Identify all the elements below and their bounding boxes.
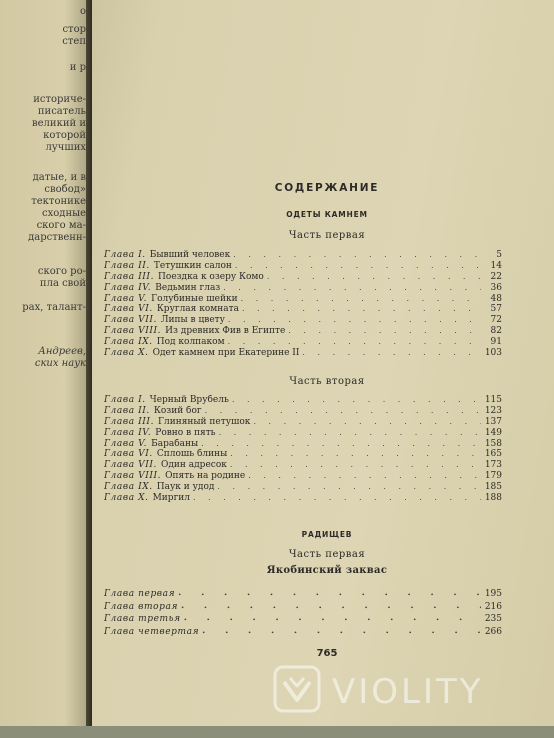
chapter-label: Глава III. [104, 416, 155, 427]
dot-leader [205, 406, 481, 417]
toc-entry [104, 406, 502, 417]
chapter-label: Глава I. [104, 250, 146, 260]
dot-leader [219, 428, 481, 439]
chapter-label: Глава первая [104, 589, 176, 599]
dot-leader [232, 395, 481, 406]
dot-leader [228, 337, 481, 348]
left-page-text-fragment: историче- [33, 94, 86, 105]
toc-entry [104, 250, 502, 261]
dot-leader [201, 439, 481, 450]
dot-leader [267, 272, 481, 283]
left-page [0, 0, 92, 738]
dot-leader [302, 348, 481, 359]
left-page-text-fragment: ского ро- [37, 266, 86, 277]
dot-leader [184, 612, 481, 625]
left-page-text-fragment: дарственн- [28, 232, 86, 243]
chapter-title: Барабаны [151, 438, 199, 449]
toc-entry [104, 261, 502, 272]
toc-entry [104, 612, 502, 625]
left-page-text-fragment: Андреев, [38, 346, 86, 357]
chapter-page-number: 14 [490, 260, 502, 271]
chapter-page-number: 103 [484, 348, 502, 359]
chapter-title: Ровно в пять [155, 427, 216, 438]
toc-entry [104, 600, 502, 613]
left-page-text-fragment: сходные [42, 208, 86, 219]
chapter-list-part1 [104, 250, 502, 359]
chapter-label: Глава III. [104, 271, 155, 282]
toc-entry [104, 471, 502, 482]
chapter-label: Глава VI. [104, 449, 153, 460]
chapter-title: Голубиные шейки [151, 293, 238, 304]
chapter-page-number: 82 [490, 326, 502, 337]
chapter-page-number: 179 [484, 471, 502, 482]
chapter-label: Глава II. [104, 260, 150, 271]
chapter-title: Один адресок [161, 460, 227, 471]
chapter-page-number: 137 [484, 416, 502, 427]
left-page-text-fragment: тектонике [31, 196, 86, 207]
chapter-title: Поездка к озеру Комо [158, 271, 264, 282]
chapter-title: Из древних Фив в Египте [165, 326, 286, 337]
chapter-label: Глава X. [104, 493, 149, 504]
chapter-label: Глава VIII. [104, 326, 162, 337]
chapter-title: Круглая комната [156, 304, 239, 315]
chapter-label: Глава II. [104, 405, 150, 416]
toc-entry [104, 439, 502, 450]
violity-logo-icon [272, 664, 322, 714]
chapter-page-number: 48 [490, 293, 502, 304]
chapter-page-number: 165 [484, 449, 502, 460]
left-page-text-fragment: ских наук [34, 358, 86, 369]
chapter-label: Глава VIII. [104, 471, 162, 482]
dot-leader [288, 326, 481, 337]
chapter-label: Глава IX. [104, 337, 153, 348]
chapter-title: Паук и удод [156, 482, 215, 493]
left-page-text-fragment: о [79, 6, 86, 17]
toc-title: СОДЕРЖАНИЕ [274, 182, 380, 194]
chapter-title: Миргил [152, 493, 190, 504]
chapter-list-part2 [104, 395, 502, 504]
chapter-page-number: 173 [484, 460, 502, 471]
dot-leader [223, 283, 481, 294]
chapter-list-part3 [104, 587, 502, 637]
watermark-text: VIOLITY [332, 672, 484, 712]
table-surface [0, 726, 554, 738]
chapter-page-number: 195 [484, 589, 502, 599]
chapter-title: Одет камнем при Екатерине II [152, 348, 300, 359]
dot-leader [233, 250, 481, 261]
left-page-text-fragment: пла свой [39, 278, 86, 289]
left-page-text-fragment: датые, и в [32, 172, 86, 183]
chapter-page-number: 158 [484, 438, 502, 449]
page-number: 765 [316, 648, 338, 659]
chapter-page-number: 188 [484, 493, 502, 504]
dot-leader [253, 417, 481, 428]
table-of-contents [92, 0, 554, 738]
toc-entry [104, 348, 502, 359]
left-page-text-fragment: лучших [45, 142, 86, 153]
chapter-title: Тетушкин салон [153, 260, 232, 271]
chapter-page-number: 123 [484, 405, 502, 416]
chapter-title: Глиняный петушок [158, 416, 251, 427]
chapter-label: Глава вторая [104, 601, 178, 612]
dot-leader [230, 449, 481, 460]
left-page-text-fragment: которой [43, 130, 86, 141]
dot-leader [241, 294, 481, 305]
chapter-page-number: 115 [484, 395, 502, 405]
chapter-label: Глава VII. [104, 315, 157, 326]
left-page-text-fragment: рах, талант- [22, 302, 86, 313]
right-page [92, 0, 554, 738]
chapter-title: Опять на родине [165, 471, 246, 482]
chapter-label: Глава X. [104, 348, 149, 359]
dot-leader [230, 460, 481, 471]
dot-leader [228, 315, 481, 326]
chapter-page-number: 36 [490, 282, 502, 293]
part-heading-2: Часть вторая [289, 376, 365, 387]
chapter-page-number: 235 [484, 614, 502, 624]
dot-leader [178, 587, 481, 600]
chapter-page-number: 22 [490, 271, 502, 282]
chapter-label: Глава VII. [104, 460, 157, 471]
toc-entry [104, 460, 502, 471]
watermark [272, 664, 542, 724]
chapter-page-number: 149 [484, 427, 502, 438]
part-heading-3: Часть первая [288, 549, 366, 560]
chapter-title: Под колпаком [156, 337, 225, 348]
dot-leader [235, 261, 481, 272]
dot-leader [181, 600, 481, 613]
chapter-label: Глава третья [104, 614, 181, 624]
toc-entry [104, 304, 502, 315]
chapter-page-number: 266 [484, 626, 502, 637]
dot-leader [242, 304, 481, 315]
chapter-title: Липы в цвету [161, 315, 225, 326]
chapter-label: Глава V. [104, 293, 148, 304]
toc-entry [104, 272, 502, 283]
left-page-text-fragment: степ [62, 36, 86, 47]
left-page-text-fragment: ского ма- [36, 220, 86, 231]
chapter-page-number: 5 [496, 250, 502, 260]
chapter-page-number: 185 [484, 482, 502, 493]
chapter-label: Глава IX. [104, 482, 153, 493]
chapter-page-number: 91 [490, 337, 502, 348]
book-title-radishchev: РАДИЩЕВ [301, 530, 353, 539]
chapter-label: Глава I. [104, 395, 146, 405]
dot-leader [202, 625, 481, 638]
toc-entry [104, 283, 502, 294]
chapter-page-number: 57 [490, 304, 502, 315]
chapter-page-number: 216 [484, 601, 502, 612]
chapter-label: Глава IV. [104, 282, 152, 293]
toc-entry [104, 493, 502, 504]
dot-leader [217, 482, 481, 493]
toc-entry [104, 337, 502, 348]
left-page-text-fragment: стор [62, 24, 86, 35]
dot-leader [248, 471, 481, 482]
chapter-title: Бывший человек [149, 250, 231, 260]
dot-leader [193, 493, 481, 504]
toc-entry [104, 315, 502, 326]
chapter-title: Козий бог [153, 405, 202, 416]
toc-entry [104, 395, 502, 406]
book-title-stones: ОДЕТЫ КАМНЕМ [286, 210, 368, 219]
toc-entry [104, 482, 502, 493]
toc-entry [104, 449, 502, 460]
section-heading: Якобинский заквас [266, 565, 388, 576]
chapter-label: Глава четвертая [104, 626, 200, 637]
left-page-text-fragment: и р [69, 62, 86, 73]
left-page-text-fragment: великий и [32, 118, 86, 129]
chapter-label: Глава V. [104, 438, 148, 449]
chapter-label: Глава IV. [104, 427, 152, 438]
toc-entry [104, 294, 502, 305]
toc-entry [104, 326, 502, 337]
toc-entry [104, 625, 502, 638]
part-heading-1: Часть первая [288, 230, 366, 241]
chapter-page-number: 72 [490, 315, 502, 326]
chapter-title: Сплошь блины [156, 449, 228, 460]
left-page-text-fragment: писатель [37, 106, 86, 117]
chapter-title: Черный Врубель [149, 395, 229, 405]
toc-entry [104, 417, 502, 428]
toc-entry [104, 587, 502, 600]
chapter-title: Ведьмин глаз [155, 282, 221, 293]
toc-entry [104, 428, 502, 439]
chapter-label: Глава VI. [104, 304, 153, 315]
left-page-text-fragment: свобод» [44, 184, 86, 195]
